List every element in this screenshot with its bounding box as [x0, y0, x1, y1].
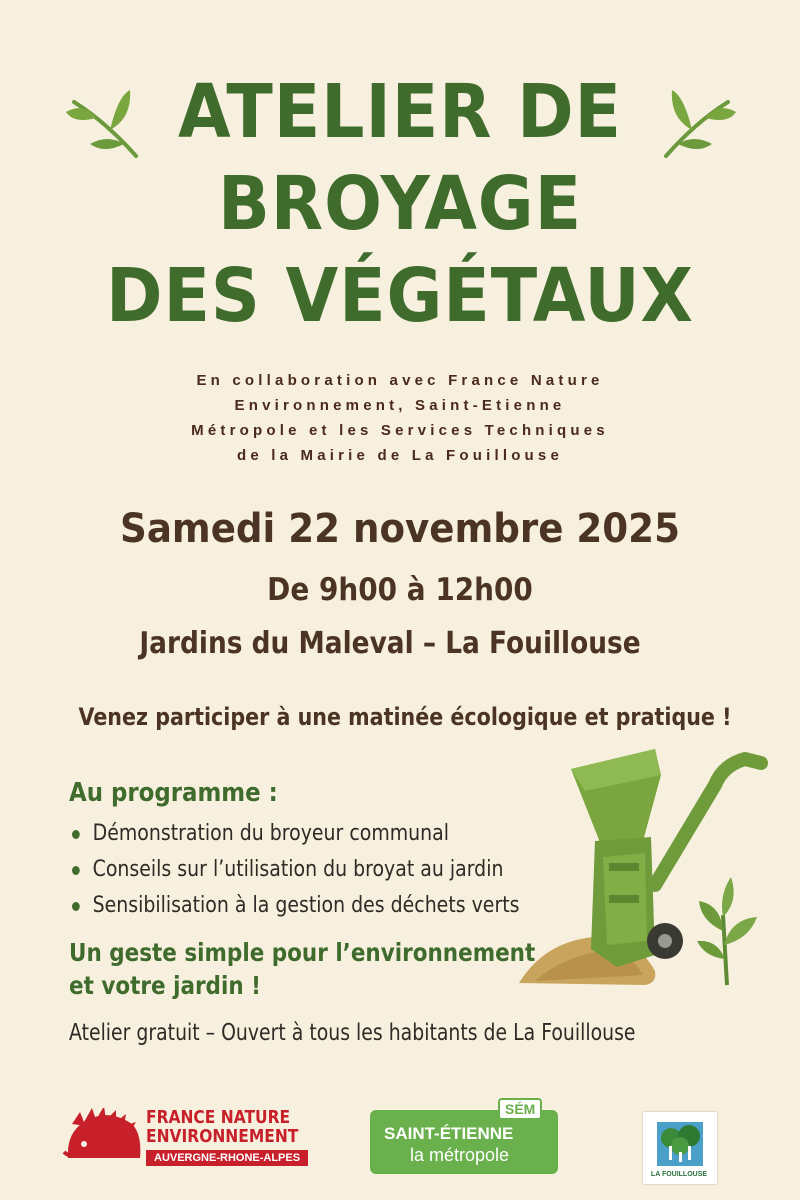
fne-name	[146, 1108, 298, 1146]
footer-note: Atelier gratuit – Ouvert à tous les habitants de La Fouillouse	[69, 1020, 636, 1046]
list-item	[72, 852, 520, 888]
collaboration-line: Métropole et les Services Techniques	[191, 422, 609, 439]
motto-line: Un geste simple pour l’environnement	[69, 938, 536, 967]
event-place: Jardins du Maleval – La Fouillouse	[139, 626, 641, 661]
sem-badge: SÉM	[498, 1098, 542, 1120]
event-hours: De 9h00 à 12h00	[267, 572, 533, 608]
title-line-1: ATELIER DE	[178, 69, 622, 155]
fne-name-line: ENVIRONNEMENT	[146, 1126, 299, 1147]
hedgehog-icon	[62, 1108, 144, 1164]
collaboration-line: Environnement, Saint-Etienne	[234, 397, 566, 414]
collaboration-line: de la Mairie de La Fouillouse	[236, 447, 563, 464]
fouillouse-name: LA FOUILLOUSE	[650, 1171, 708, 1178]
event-invite: Venez participer à une matinée écologique et pratique !	[78, 703, 732, 731]
list-item-label: Démonstration du broyeur communal	[92, 821, 450, 846]
saint-etienne-metropole-logo	[370, 1101, 558, 1174]
bullet-icon	[72, 866, 80, 875]
motto-line: et votre jardin !	[69, 971, 261, 1000]
la-fouillouse-logo	[643, 1112, 717, 1184]
sem-line-2: la métropole	[410, 1145, 510, 1165]
list-item-label: Sensibilisation à la gestion des déchets verts	[92, 893, 520, 918]
fne-logo	[60, 1100, 300, 1180]
title-line-3: DES VÉGÉTAUX	[106, 253, 694, 339]
list-item-label: Conseils sur l’utilisation du broyat au jardin	[92, 857, 504, 882]
fne-region: AUVERGNE-RHONE-ALPES	[146, 1150, 308, 1166]
collaboration-text	[100, 368, 700, 468]
bullet-icon	[72, 830, 80, 839]
fne-name-line: FRANCE NATURE	[146, 1107, 291, 1128]
collaboration-line: En collaboration avec France Nature	[196, 372, 604, 389]
trees-icon	[643, 1112, 717, 1170]
list-item	[72, 816, 520, 852]
sem-line-1: SAINT-ÉTIENNE	[384, 1124, 514, 1143]
motto	[69, 936, 535, 1002]
event-date: Samedi 22 novembre 2025	[120, 506, 680, 552]
list-item	[72, 888, 520, 924]
program-heading: Au programme :	[69, 778, 278, 808]
garden-shredder-illustration	[505, 745, 770, 990]
bullet-icon	[72, 902, 80, 911]
title-line-2: BROYAGE	[217, 161, 583, 247]
